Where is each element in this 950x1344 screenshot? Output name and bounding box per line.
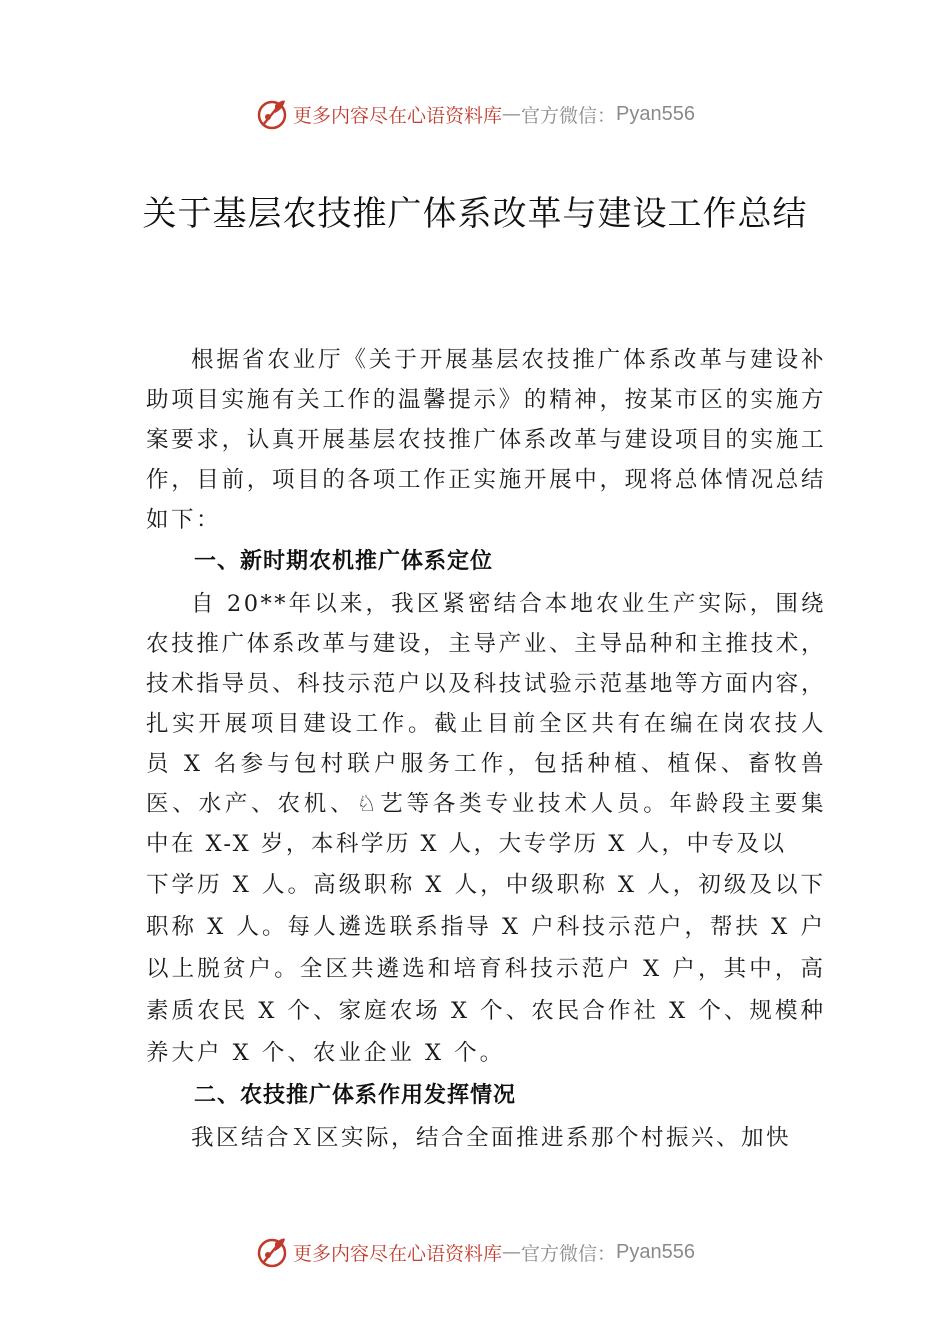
section1-heading: 一、新时期农机推广体系定位: [194, 549, 494, 574]
quill-logo-icon: [255, 97, 289, 131]
watermark-id: Pyan556: [616, 1240, 695, 1263]
watermark-red-text: 更多内容尽在心语资料库: [293, 104, 503, 127]
section1-paragraph-2: 下学历 X 人。高级职称 X 人，中级职称 X 人，初级及以下职称 X 人。每人遴选联系指导 X 户科技示范户，帮扶 X 户以上脱贫户。全区共遴选和培育科技示范户 X 户，其中，高素质农民 X 个、家庭农场 X 个、农民合作社 X 个、规模种养大户 X 个、农业企业 X 个。: [146, 872, 826, 1066]
section2-heading: 二、农技推广体系作用发挥情况: [194, 1083, 517, 1108]
intro-paragraph: 根据省农业厅《关于开展基层农技推广体系改革与建设补助项目实施有关工作的温馨提示》的精神，按某市区的实施方案要求，认真开展基层农技推广体系改革与建设项目的实施工作，目前，项目的各项工作正实施开展中，现将总体情况总结如下：: [146, 347, 826, 533]
section1-paragraph-1: 自 20**年以来，我区紧密结合本地农业生产实际，围绕农技推广体系改革与建设，主导产业、主导品种和主推技术， 技术指导员、科技示范户以及科技试验示范基地等方面内容， 扎实开展项目建设工作。截止目前全区共有在编在岗农技人 员 X 名参与包村联户服务工作，包括种植、植保、畜牧兽医、水产、农机、♘艺等各类专业技术人员。年龄段主要集 中在 X-X 岁，本科学历 X 人，大专学历 X 人，中专及以: [146, 591, 826, 857]
section2-paragraph-1: 我区结合Ｘ区实际，结合全面推进系那个村振兴、加快: [191, 1125, 792, 1151]
watermark-id: Pyan556: [616, 102, 695, 125]
watermark-red-text: 更多内容尽在心语资料库: [293, 1242, 503, 1265]
quill-logo-icon: [255, 1235, 289, 1269]
document-body: [146, 340, 826, 1158]
watermark-banner-top: [0, 94, 950, 134]
watermark-dash: —: [502, 103, 522, 125]
watermark-dash: —: [502, 1241, 522, 1263]
watermark-gray-text: 官方微信：: [521, 104, 617, 127]
watermark-gray-text: 官方微信：: [521, 1242, 617, 1265]
document-title: 关于基层农技推广体系改革与建设工作总结: [142, 194, 808, 234]
watermark-banner-bottom: [0, 1232, 950, 1272]
